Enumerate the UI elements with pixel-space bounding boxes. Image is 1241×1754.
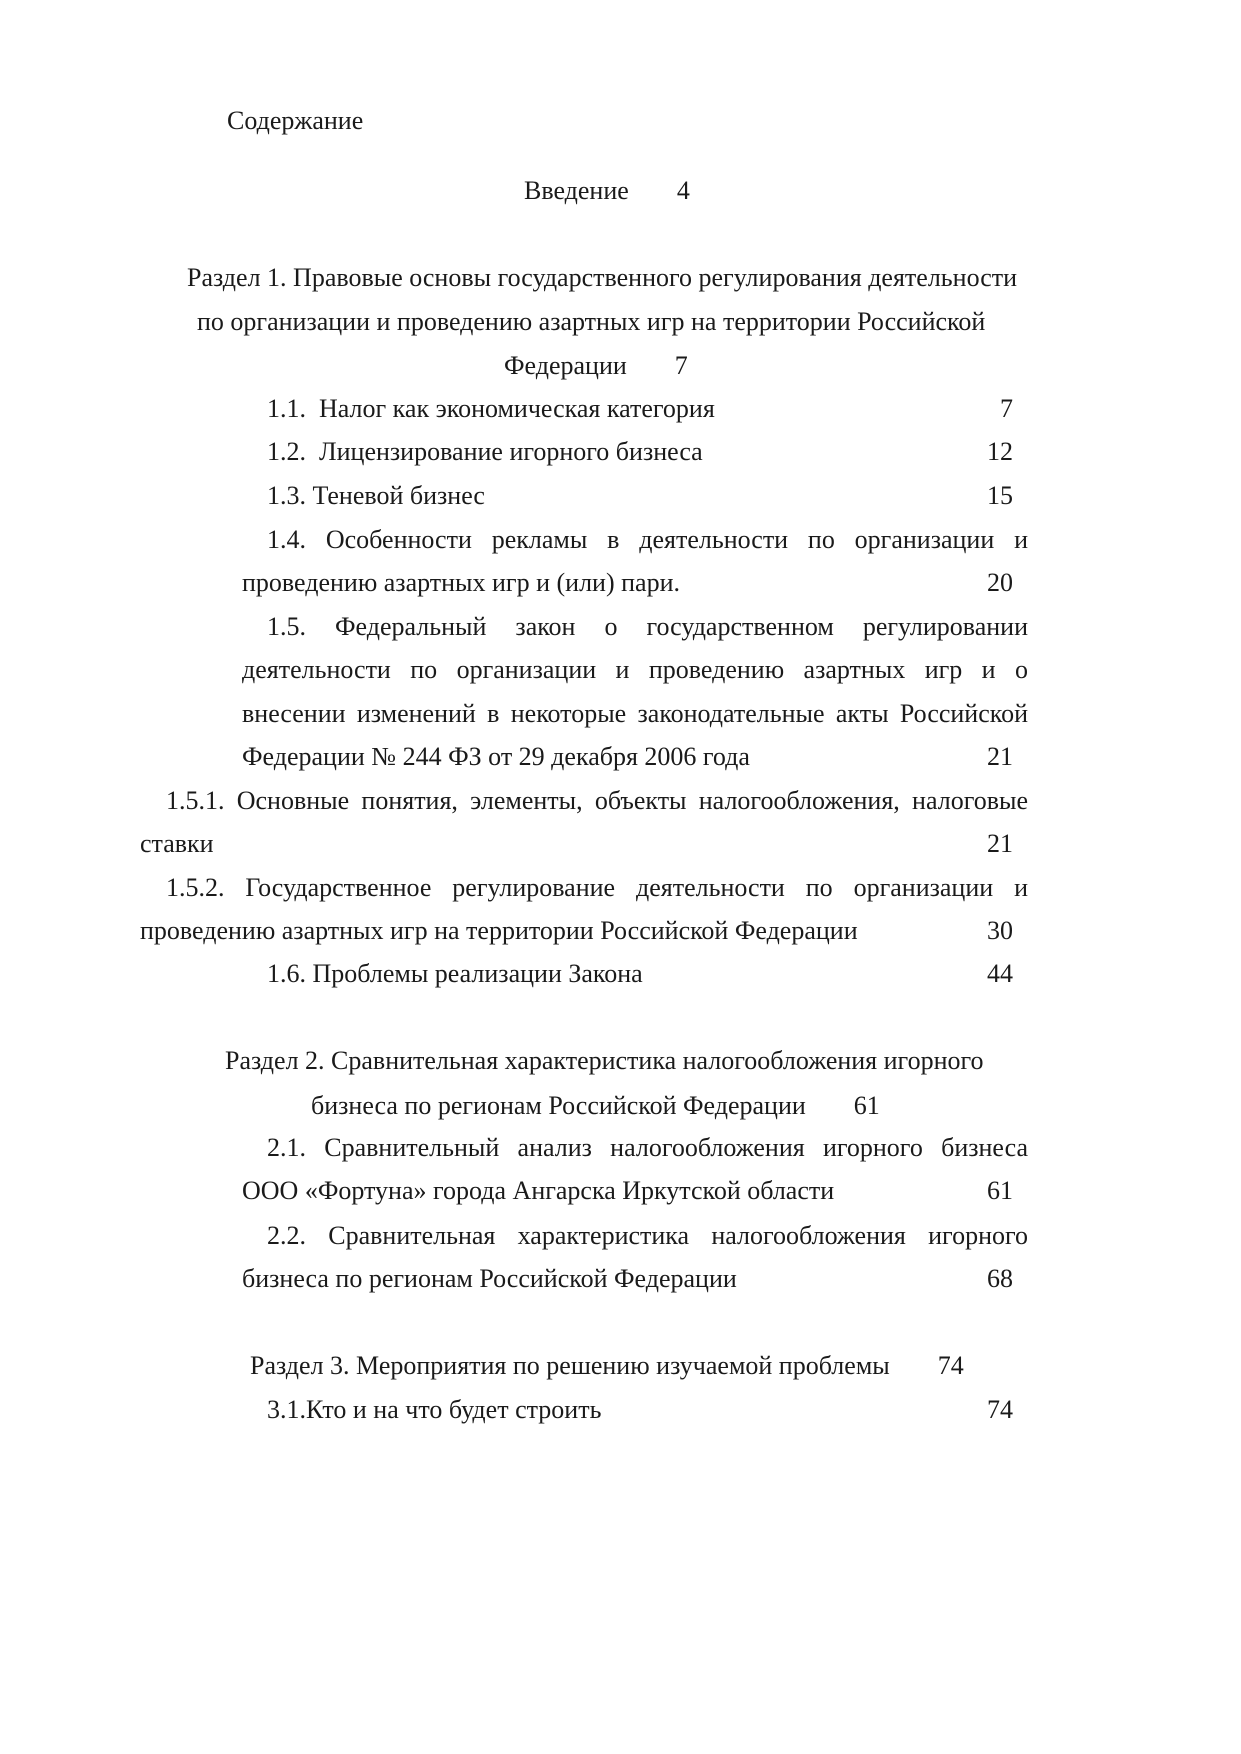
toc-entry-1-1-page: 7 xyxy=(1000,394,1013,423)
section-1-heading-line-2: по организации и проведению азартных игр на территории Российской xyxy=(197,307,986,336)
toc-entry-1-6-page: 44 xyxy=(987,959,1013,988)
section-3-heading: Раздел 3. Мероприятия по решению изучаемой проблемы 74 xyxy=(250,1351,964,1380)
toc-entry-3-1: 3.1.Кто и на что будет строить xyxy=(267,1395,602,1424)
entry-page: 4 xyxy=(676,176,690,205)
entry-label: Введение xyxy=(524,176,629,205)
toc-entry-1-5-2-line-1: 1.5.2. Государственное регулирование деятельности по организации и xyxy=(166,873,1028,902)
toc-entry-1-4-page: 20 xyxy=(987,568,1013,597)
toc-entry-1-5-line-1: 1.5. Федеральный закон о государственном регулировании xyxy=(267,612,1028,641)
toc-entry-1-5-1-line-1: 1.5.1. Основные понятия, элементы, объекты налогообложения, налоговые xyxy=(166,786,1028,815)
section-2-page: 61 xyxy=(853,1091,880,1120)
section-2-heading-line-1: Раздел 2. Сравнительная характеристика налогообложения игорного xyxy=(225,1046,984,1075)
toc-entry-1-5-1-page: 21 xyxy=(987,829,1013,858)
toc-entry-introduction xyxy=(524,167,690,215)
toc-entry-1-4-line-2: проведению азартных игр и (или) пари. xyxy=(242,568,680,597)
toc-entry-1-1: 1.1. Налог как экономическая категория xyxy=(267,394,715,423)
toc-entry-1-5-2-page: 30 xyxy=(987,916,1013,945)
toc-entry-2-1-line-1: 2.1. Сравнительный анализ налогообложения игорного бизнеса xyxy=(267,1133,1028,1162)
toc-entry-1-5-page: 21 xyxy=(987,742,1013,771)
toc-entry-2-2-line-2: бизнеса по регионам Российской Федерации xyxy=(242,1264,737,1293)
toc-title: Содержание xyxy=(227,106,364,135)
section-1-heading-line-3: Федерации 7 xyxy=(504,351,688,380)
toc-entry-1-5-2-line-2: проведению азартных игр на территории Российской Федерации xyxy=(140,916,858,945)
toc-entry-2-1-line-2: ООО «Фортуна» города Ангарска Иркутской области xyxy=(242,1176,835,1205)
section-2-heading-line-2: бизнеса по регионам Российской Федерации 61 xyxy=(311,1091,880,1120)
toc-entry-1-5-1-line-2: ставки xyxy=(140,829,214,858)
toc-entry-1-6: 1.6. Проблемы реализации Закона xyxy=(267,959,643,988)
toc-entry-2-1-page: 61 xyxy=(987,1176,1013,1205)
section-3-page: 74 xyxy=(937,1351,964,1380)
toc-entry-1-5-line-4: Федерации № 244 ФЗ от 29 декабря 2006 года xyxy=(242,742,750,771)
toc-entry-2-2-line-1: 2.2. Сравнительная характеристика налогообложения игорного xyxy=(267,1221,1028,1250)
section-1-page: 7 xyxy=(674,351,688,380)
toc-entry-1-3: 1.3. Теневой бизнес xyxy=(267,481,485,510)
section-1-heading-line-1: Раздел 1. Правовые основы государственного регулирования деятельности xyxy=(187,263,1018,292)
toc-entry-1-4-line-1: 1.4. Особенности рекламы в деятельности по организации и xyxy=(267,525,1028,554)
toc-entry-1-5-line-3: внесении изменений в некоторые законодательные акты Российской xyxy=(242,699,1028,728)
toc-entry-2-2-page: 68 xyxy=(987,1264,1013,1293)
toc-entry-1-2-page: 12 xyxy=(987,437,1013,466)
toc-entry-3-1-page: 74 xyxy=(987,1395,1013,1424)
toc-entry-1-2: 1.2. Лицензирование игорного бизнеса xyxy=(267,437,703,466)
toc-entry-1-5-line-2: деятельности по организации и проведению азартных игр и о xyxy=(242,655,1028,684)
toc-entry-1-3-page: 15 xyxy=(987,481,1013,510)
